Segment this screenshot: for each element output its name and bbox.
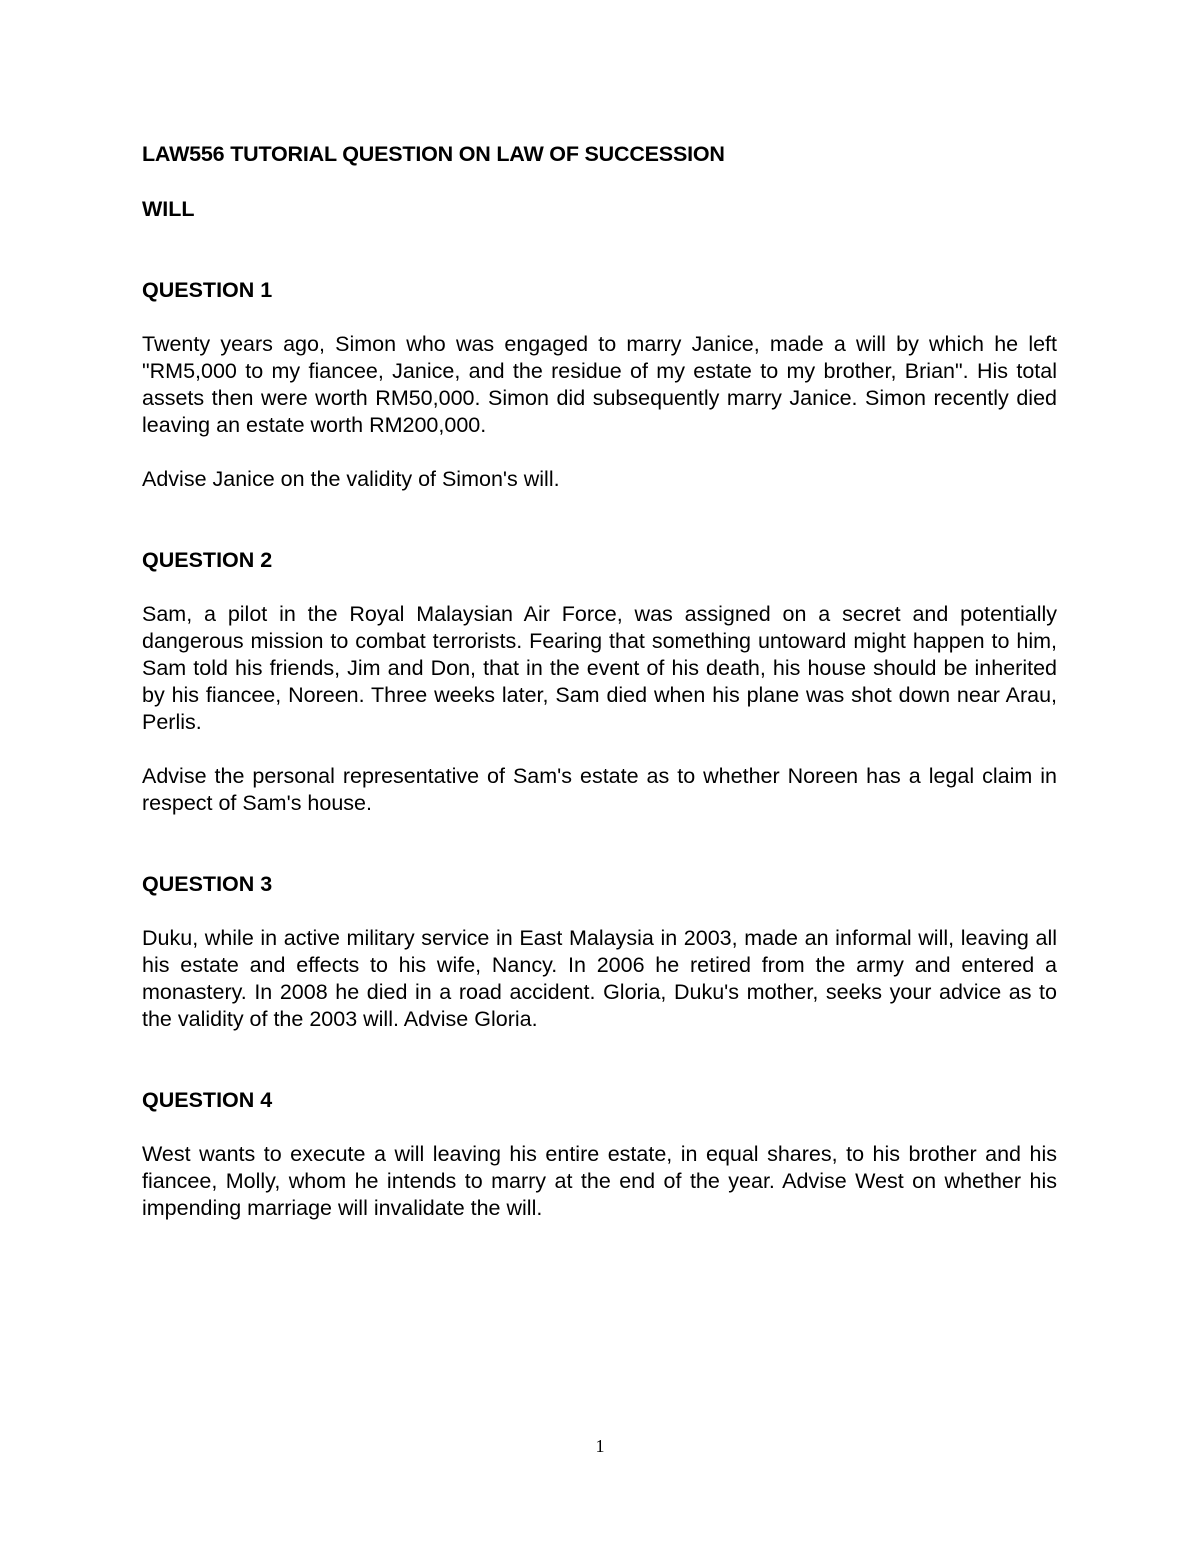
question-heading: QUESTION 1 xyxy=(142,278,273,302)
question-heading: QUESTION 4 xyxy=(142,1088,273,1112)
document-subtitle: WILL xyxy=(142,197,195,221)
question-section-1 xyxy=(142,276,1057,493)
question-advice: Advise the personal representative of Sam's estate as to whether Noreen has a legal claim in respect of Sam's house. xyxy=(142,764,1057,815)
question-heading: QUESTION 2 xyxy=(142,548,273,572)
question-body: Twenty years ago, Simon who was engaged to marry Janice, made a will by which he left "RM5,000 to my fiancee, Janice, and the residue of my estate to my brother, Brian". His total assets then were worth RM50,000. Simon did subsequently marry Janice. Simon recently died leaving an estate worth RM200,000. xyxy=(142,332,1057,437)
question-section-3 xyxy=(142,870,1057,1033)
question-section-4 xyxy=(142,1086,1057,1222)
document-content xyxy=(142,140,1057,1222)
page-number: 1 xyxy=(595,1436,605,1456)
document-title: LAW556 TUTORIAL QUESTION ON LAW OF SUCCESSION xyxy=(142,142,725,166)
question-advice: Advise Janice on the validity of Simon's will. xyxy=(142,467,560,491)
question-section-2 xyxy=(142,546,1057,817)
question-body: Sam, a pilot in the Royal Malaysian Air Force, was assigned on a secret and potentially dangerous mission to combat terrorists. Fearing that something untoward might happen to him, Sam told his friends, Jim and Don, that in the event of his death, his house should be inherited by his fiancee, Noreen. Three weeks later, Sam died when his plane was shot down near Arau, Perlis. xyxy=(142,602,1057,734)
question-heading: QUESTION 3 xyxy=(142,872,273,896)
question-body: Duku, while in active military service in East Malaysia in 2003, made an informal will, leaving all his estate and effects to his wife, Nancy. In 2006 he retired from the army and entered a monastery. In 2008 he died in a road accident. Gloria, Duku's mother, seeks your advice as to the validity of the 2003 will. Advise Gloria. xyxy=(142,926,1057,1031)
question-body: West wants to execute a will leaving his entire estate, in equal shares, to his brother and his fiancee, Molly, whom he intends to marry at the end of the year. Advise West on whether his impending marriage will invalidate the will. xyxy=(142,1142,1057,1220)
